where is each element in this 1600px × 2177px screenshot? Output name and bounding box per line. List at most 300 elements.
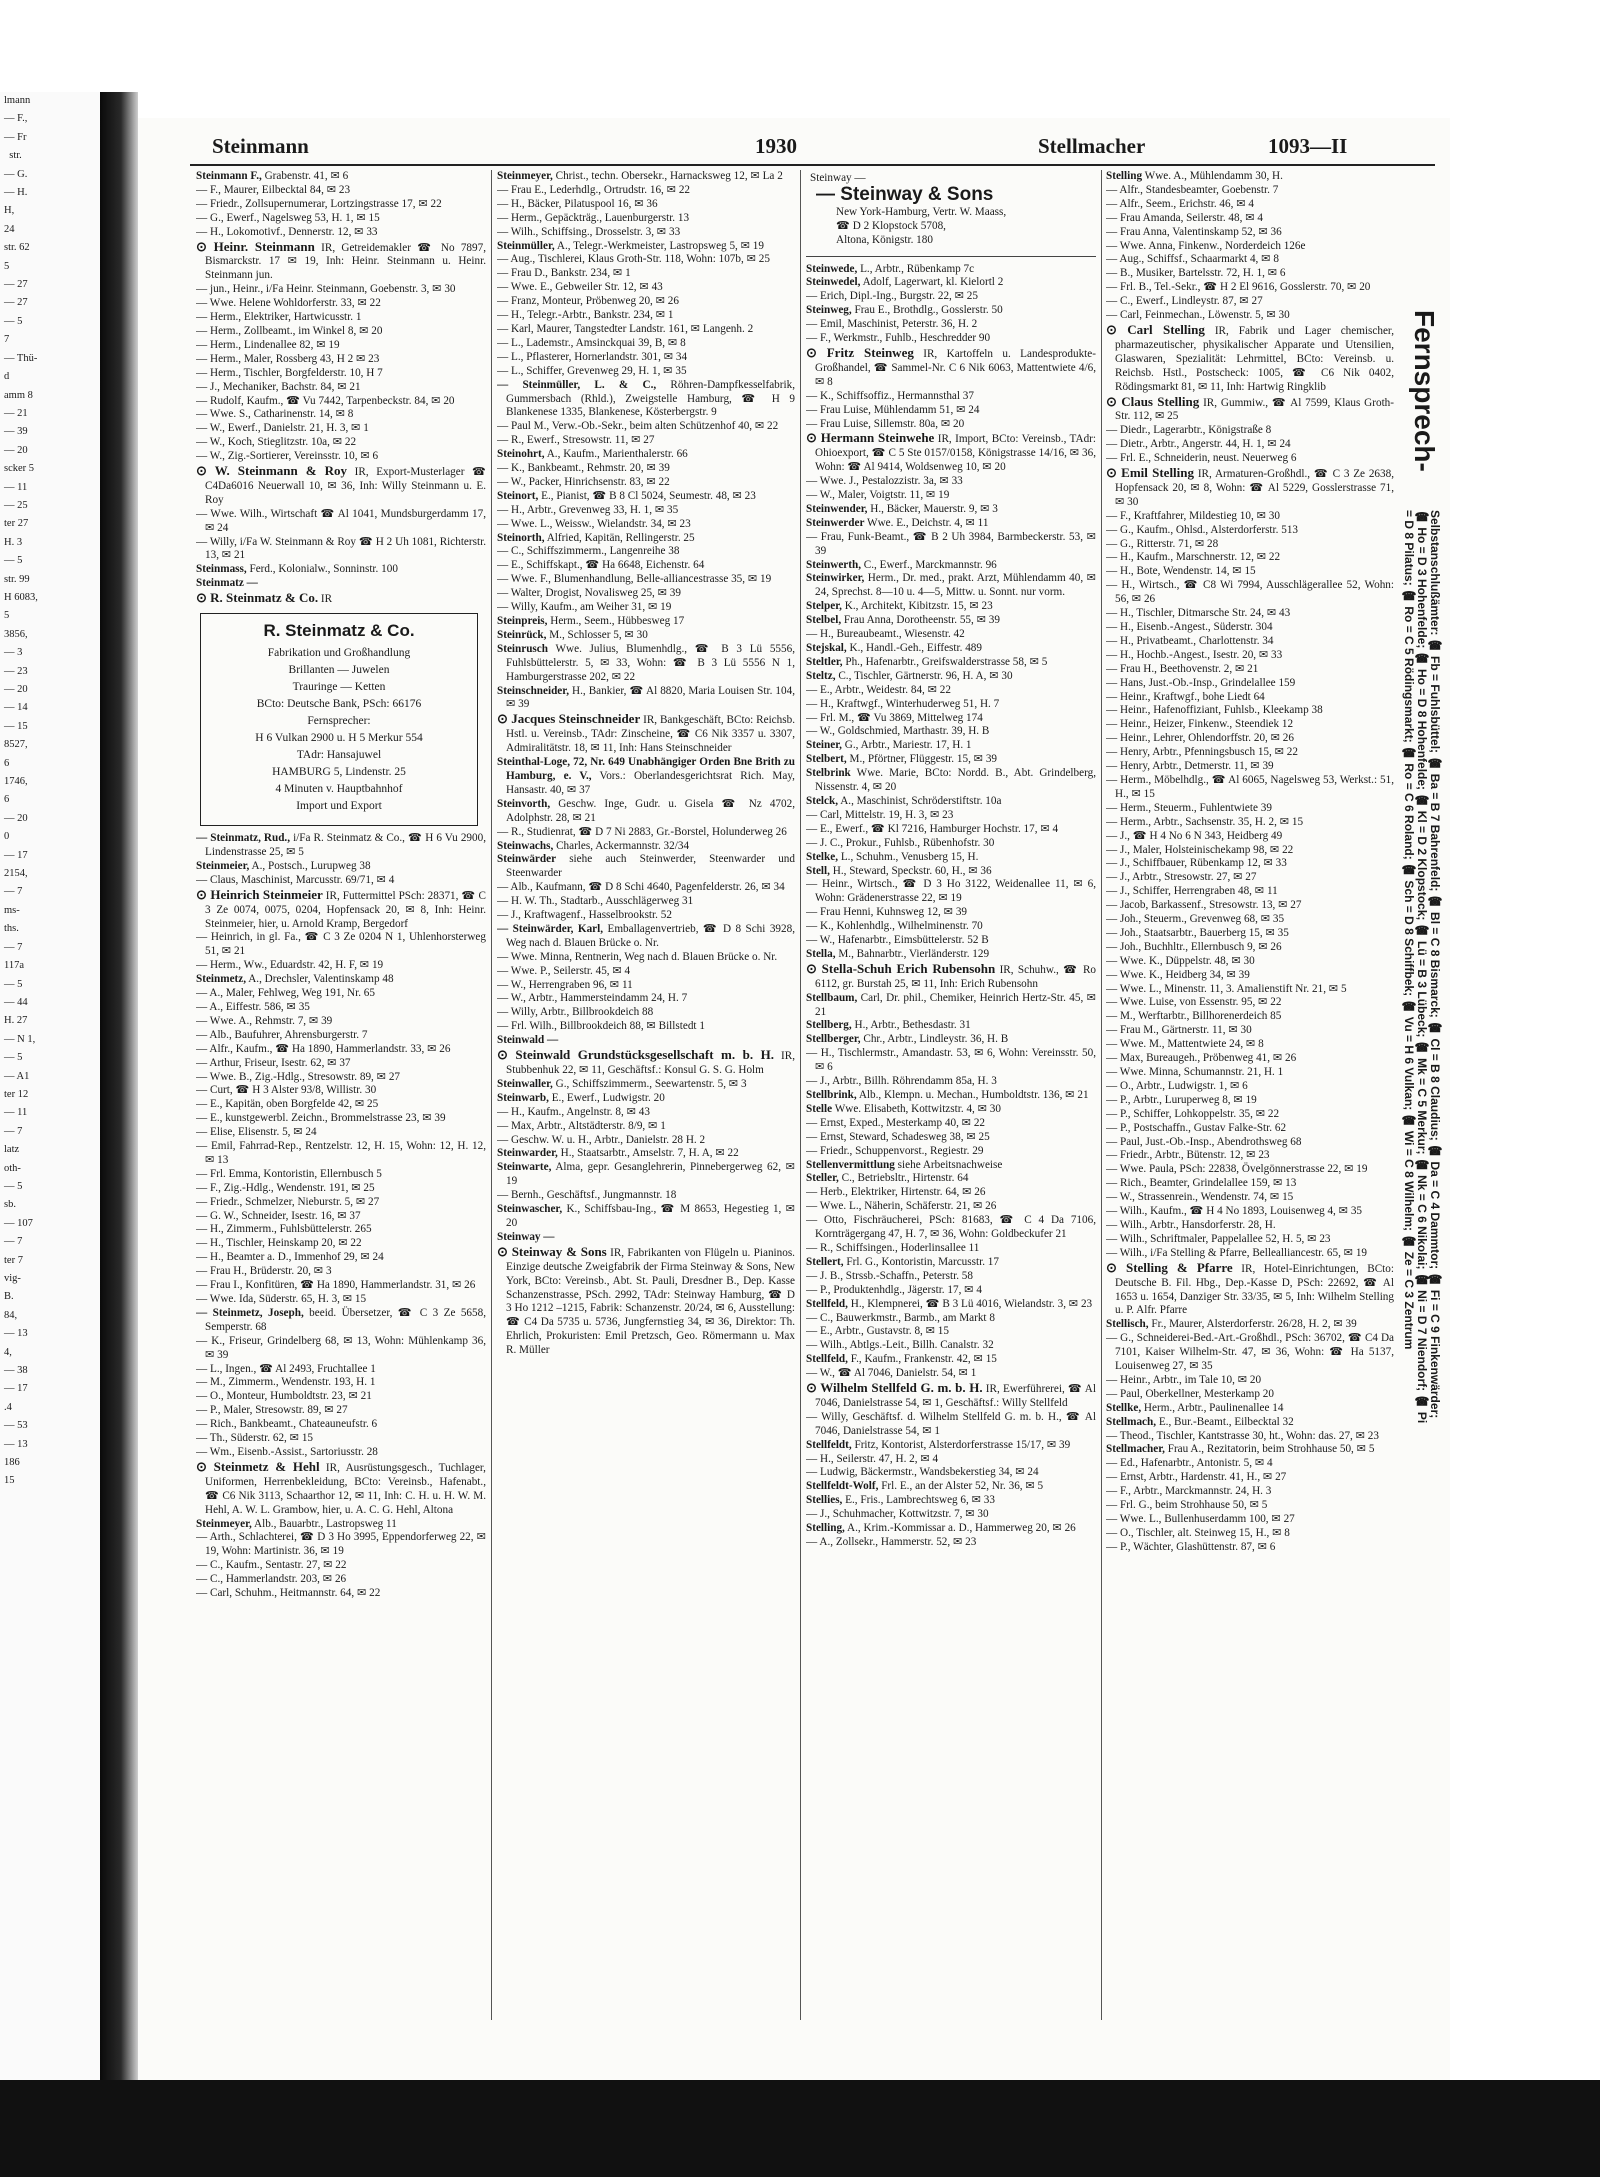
directory-entry: [196, 339, 486, 353]
entry-details: — Emil, Fahrrad-Rep., Rentzelstr. 12, H. 15, Wohn: 12, H. 12, ✉ 13: [196, 1140, 486, 1166]
advertisement-steinway: [806, 170, 1096, 257]
entry-details: — Wilh., Schiffsing., Drosselstr. 3, ✉ 33: [497, 225, 681, 238]
entry-details: — H., Kaufm., Angelnstr. 8, ✉ 43: [497, 1105, 650, 1118]
directory-entry: [806, 1494, 1096, 1508]
directory-entry: [497, 365, 795, 379]
entry-details: — Heinr., Hafenoffiziant, Fuhlsb., Kleekamp 38: [1106, 704, 1323, 717]
directory-entry: [497, 1092, 795, 1106]
entry-details: — Herm., Elektriker, Hartwicusstr. 1: [196, 311, 362, 324]
directory-entry: [1106, 983, 1394, 997]
directory-entry: [497, 462, 795, 476]
entry-details: — Ed., Hafenarbtr., Antonistr. 5, ✉ 4: [1106, 1457, 1273, 1470]
entry-details: — H., Privatbeamt., Charlottenstr. 34: [1106, 634, 1274, 647]
fragment-line: — 25: [4, 499, 28, 511]
directory-entry: [497, 1048, 795, 1078]
entry-name: Steinwirker,: [806, 572, 865, 585]
directory-entry: [1106, 1080, 1394, 1094]
entry-details: K., Schiffsbau-Ing., ☎ M 8653, Hegestieg 1, ✉ 20: [506, 1203, 795, 1229]
entry-details: H., Bankier, ☎ Al 8820, Maria Louisen Str. 104, ✉ 39: [506, 684, 795, 711]
entry-details: — Herm., Ww., Eduardstr. 42, H. F, ✉ 19: [196, 959, 384, 972]
entry-details: E., Ewerf., Ludwigstr. 20: [548, 1091, 665, 1104]
entry-details: IR, Bankgeschäft, BCto: Reichsb. Hstl. u. Vereinsb., TAdr: Zinscheine, ☎ C6 Nik 3357 u. 3307, Admiralitätstr. 18, ✉ 11, Inh: Hans Steinschneider: [506, 714, 795, 755]
entry-details: — F., Kraftfahrer, Mildestieg 10, ✉ 30: [1106, 509, 1280, 522]
directory-entry: [497, 240, 795, 254]
entry-details: — R., Studienrat, ☎ D 7 Ni 2883, Gr.-Borstel, Holunderweg 26: [497, 825, 787, 838]
entry-name: — Steinmetz, Joseph,: [196, 1306, 304, 1319]
header-rule: [190, 164, 1435, 166]
entry-name: Stellfeldt-Wolf,: [806, 1480, 879, 1493]
entry-name: Stellberger,: [806, 1033, 861, 1046]
header-year: 1930: [755, 134, 797, 158]
directory-entry: [1106, 1388, 1394, 1402]
directory-entry: [497, 545, 795, 559]
entry-name: Steinmass,: [196, 563, 247, 576]
fragment-line: — 38: [4, 1365, 28, 1377]
entry-name: Stellke,: [1106, 1401, 1142, 1414]
directory-column-2: [497, 170, 795, 2040]
fragment-line: — A1: [4, 1070, 30, 1082]
entry-details: — W., Ewerf., Danielstr. 21, H. 3, ✉ 1: [196, 422, 369, 435]
directory-entry: [1106, 1527, 1394, 1541]
directory-entry: [196, 464, 486, 508]
directory-entry: [196, 311, 486, 325]
entry-name: Stellfeld,: [806, 1353, 848, 1366]
entry-details: — Dietr., Arbtr., Angerstr. 44, H. 1, ✉ 24: [1106, 438, 1291, 451]
directory-entry: [806, 318, 1096, 332]
directory-entry: [1106, 281, 1394, 295]
entry-details: — Alfr., Kaufm., ☎ Ha 1890, Hammerlandstr. 33, ✉ 26: [196, 1042, 451, 1055]
entry-details: — L., Lademstr., Amsinckquai 39, B, ✉ 8: [497, 336, 686, 349]
entry-name: Steinwärder: [497, 853, 557, 866]
entry-details: — Wwe. Paula, PSch: 22838, Övelgönnerstrasse 22, ✉ 19: [1106, 1163, 1368, 1176]
fragment-line: — 44: [4, 996, 28, 1008]
fragment-line: latz: [4, 1144, 20, 1156]
page-header: [160, 134, 1400, 162]
directory-entry: [1106, 1430, 1394, 1444]
entry-details: A., Postsch., Lurupweg 38: [249, 859, 371, 872]
entry-details: — Wwe. Anna, Finkenw., Norderdeich 126e: [1106, 239, 1306, 252]
entry-details: — P., Postschaffn., Gustav Falke-Str. 62: [1106, 1121, 1287, 1134]
entry-details: IR, Stubbenhuk 22, ✉ 11, Geschäftsf.: Konsul G. S. G. Holm: [506, 1050, 795, 1076]
entry-details: — C., Hammerlandstr. 203, ✉ 26: [196, 1573, 347, 1586]
entry-name: Steinwarb,: [497, 1091, 549, 1104]
entry-details: — Carl, Mittelstr. 19, H. 3, ✉ 23: [806, 808, 954, 821]
directory-entry: [497, 309, 795, 323]
ad-title: — Steinway & Sons: [816, 183, 994, 205]
entry-details: — G. W., Schneider, Isestr. 16, ✉ 37: [196, 1209, 361, 1222]
entry-details: L., Arbtr., Rübenkamp 7c: [857, 262, 975, 275]
entry-name: ⊙ Fritz Steinweg: [806, 344, 914, 360]
entry-details: — Wwe. Luise, von Essenstr. 95, ✉ 22: [1106, 996, 1282, 1009]
entry-details: IR, Export-Musterlager ☎ C4Da6016 Neuerwall 10, ✉ 36, Inh: Willy Steinmann u. E. Roy: [205, 466, 486, 506]
directory-entry: [806, 475, 1096, 489]
entry-details: Vors.: Oberlandesgerichtsrat Rich. May, Hansastr. 40, ✉ 37: [506, 769, 795, 796]
directory-entry: [196, 226, 486, 240]
entry-name: Steinmeyer,: [196, 1517, 252, 1530]
entry-details: IR, Import, BCto: Vereinsb., TAdr: Ohioexport, ☎ C 5 Ste 0157/0158, Königstrasse 14/16, ✉ 36, Wohn: ☎ Al 9414, Woldsenweg 10, ✉ 20: [815, 433, 1096, 474]
directory-entry: [196, 184, 486, 198]
directory-entry: [196, 198, 486, 212]
directory-entry: [806, 684, 1096, 698]
entry-details: — R., Ewerf., Stresowstr. 11, ✉ 27: [497, 434, 655, 447]
entry-details: — C., Kaufm., Sentastr. 27, ✉ 22: [196, 1559, 347, 1572]
entry-details: H., Steward, Speckstr. 60, H., ✉ 36: [829, 864, 992, 877]
entry-name: Stellfeld,: [806, 1297, 848, 1310]
directory-entry: [196, 395, 486, 409]
directory-entry: [1106, 466, 1394, 510]
directory-entry: [196, 450, 486, 464]
entry-details: H., Klempnerei, ☎ B 3 Lü 4016, Wielandstr. 3, ✉ 23: [847, 1297, 1093, 1310]
entry-details: — Frau Amanda, Seilerstr. 48, ✉ 4: [1106, 211, 1263, 224]
entry-details: M., Pförtner, Flüggestr. 15, ✉ 39: [846, 753, 998, 766]
fragment-line: — 23: [4, 665, 28, 677]
entry-details: — J., Arbtr., Stresowstr. 27, ✉ 27: [1106, 871, 1257, 884]
entry-details: siehe Arbeitsnachweise: [894, 1158, 1003, 1171]
fragment-line: ter 7: [4, 1254, 23, 1266]
entry-details: — Heinr., Wirtsch., ☎ D 3 Ho 3122, Weidenallee 11, ✉ 6, Wohn: Grädenerstrasse 22, ✉ 19: [806, 878, 1096, 905]
entry-details: — L., Ingen., ☎ Al 2493, Fruchtallee 1: [196, 1362, 376, 1375]
directory-entry: [497, 351, 795, 365]
directory-entry: [196, 353, 486, 367]
fragment-line: H. 3: [4, 536, 23, 548]
entry-details: — Max, Bureaugeh., Pröbenweg 41, ✉ 26: [1106, 1052, 1297, 1065]
entry-name: Stelle: [806, 1102, 833, 1115]
entry-details: — Herm., Zollbeamt., im Winkel 8, ✉ 20: [196, 324, 383, 337]
directory-entry: [497, 1147, 795, 1161]
ad-prefix: Steinway —: [810, 172, 866, 184]
directory-entry: [196, 959, 486, 973]
entry-name: ⊙ Heinrich Steinmeier: [196, 886, 323, 902]
ad-lines: [207, 645, 471, 815]
entry-details: — Wwe. L., Näherin, Schäferstr. 21, ✉ 26: [806, 1200, 997, 1213]
directory-entry: [497, 184, 795, 198]
directory-entry: [497, 1078, 795, 1092]
entry-details: — Frl. Emma, Kontoristin, Ellernbusch 5: [196, 1167, 382, 1180]
directory-entry: [1106, 704, 1394, 718]
entry-name: Stellert,: [806, 1255, 844, 1268]
entry-name: — Steinmüller, L. & C.,: [497, 378, 657, 391]
directory-entry: [1106, 1261, 1394, 1319]
directory-entry: [196, 325, 486, 339]
directory-entry: [1106, 844, 1394, 858]
entry-name: Stellbrink,: [806, 1089, 857, 1101]
directory-entry: [497, 840, 795, 854]
entry-details: — C., Schiffszimmerm., Langenreihe 38: [497, 545, 680, 558]
directory-entry: [1106, 802, 1394, 816]
entry-details: — Frl. E., Schneiderin, neust. Neuerweg 6: [1106, 452, 1297, 465]
directory-entry: [1106, 1219, 1394, 1233]
entry-details: — Frau I., Konfitüren, ☎ Ha 1890, Hammerlandstr. 31, ✉ 26: [196, 1279, 476, 1292]
entry-details: — Th., Süderstr. 62, ✉ 15: [196, 1432, 314, 1445]
directory-entry: [806, 1270, 1096, 1284]
directory-entry: [497, 518, 795, 532]
directory-entry: [1106, 524, 1394, 538]
directory-entry: [497, 420, 795, 434]
directory-entry: [1106, 1149, 1394, 1163]
entry-details: — E., Ewerf., ☎ Kl 7216, Hamburger Hochstr. 17, ✉ 4: [806, 822, 1059, 835]
entry-details: Fr., Maurer, Alsterdorferstr. 26/28, H. 2, ✉ 39: [1148, 1318, 1357, 1331]
entry-details: IR, Ausrüstungsgesch., Tuchlager, Uniformen, Herrenbekleidung, BCto: Vereinsb., Hafenabt., ☎ C6 Nik 3113, Schaarthor 12, ✉ 11, Inh: C. H. u. H. W. M. Hehl, A. W. L. Grambow, hier, u. A. C. G. Hehl, Altona: [205, 1461, 486, 1516]
entry-details: — W., Maler, Voigtstr. 11, ✉ 19: [806, 489, 950, 502]
directory-entry: [806, 1200, 1096, 1214]
directory-entry: [806, 1325, 1096, 1339]
entry-details: IR, Ewerführerei, ☎ Al 7046, Danielstrasse 54, ✉ 1, Geschäftsf.: Willy Stellfeld: [815, 1383, 1096, 1409]
directory-entry: [1106, 551, 1394, 565]
fragment-line: — 13: [4, 1438, 28, 1450]
fragment-line: H,: [4, 205, 15, 217]
entry-details: F., Kaufm., Frankenstr. 42, ✉ 15: [847, 1353, 997, 1366]
ad-line: Import und Export: [296, 800, 382, 813]
entry-details: — J., Arbtr., Billh. Röhrendamm 85a, H. 3: [806, 1075, 997, 1088]
directory-column-1: [196, 170, 486, 2040]
scan-margin-right: [1450, 40, 1600, 2080]
directory-entry: [497, 992, 795, 1006]
entry-details: — Herm., Tischler, Borgfelderstr. 10, H 7: [196, 366, 383, 379]
fragment-line: 6: [4, 757, 10, 769]
directory-entry: [497, 1134, 795, 1148]
entry-details: — H., Wirtsch., ☎ C8 Wi 7994, Ausschlägerallee 52, Wohn: 56, ✉ 26: [1106, 579, 1394, 606]
entry-details: — M., Zimmerm., Wendenstr. 193, H. 1: [196, 1376, 376, 1389]
entry-name: Stelck,: [806, 794, 839, 807]
entry-name: Steltz,: [806, 669, 836, 682]
directory-entry: [196, 1043, 486, 1057]
entry-details: IR, Hotel-Einrichtungen, BCto: Deutsche B. Fil. Hbg., Dep.-Kasse D, PSch: 22692, ☎ Al 1653 u. 1654, Danziger Str. 33/35, ✉ 5, Inh: Wilhelm Stelling u. P. Alfr. Pfarre: [1115, 1262, 1394, 1317]
entry-name: Steinpreis,: [497, 615, 548, 627]
directory-entry: [1106, 1457, 1394, 1471]
directory-entry: [497, 615, 795, 629]
directory-entry: [497, 881, 795, 895]
directory-entry: [1106, 1094, 1394, 1108]
entry-details: K., Architekt, Kibitzstr. 15, ✉ 23: [841, 600, 993, 613]
ad-line: Fabrikation und Großhandlung: [267, 647, 411, 660]
directory-entry: [196, 1432, 486, 1446]
fragment-line: — Thü-: [4, 352, 38, 364]
entry-details: — H., Arbtr., Grevenweg 33, H. 1, ✉ 35: [497, 503, 679, 516]
entry-name: — Steinmatz, Rud.,: [196, 832, 291, 845]
entry-name: Steinmeier,: [196, 859, 250, 872]
directory-entry: [806, 1522, 1096, 1536]
entry-details: — Wwe. L., Minenstr. 11, 3. Amalienstift Nr. 21, ✉ 5: [1106, 982, 1347, 995]
entry-details: Wwe. E., Deichstr. 4, ✉ 11: [864, 516, 989, 529]
entry-details: — R., Schiffsingen., Hoderlinsallee 11: [806, 1241, 980, 1254]
fragment-line: — 20: [4, 812, 28, 824]
directory-entry: [1106, 184, 1394, 198]
directory-entry: [196, 973, 486, 987]
entry-details: C., Ewerf., Marckmannstr. 96: [861, 558, 997, 571]
entry-details: Grabenstr. 41, ✉ 6: [261, 170, 349, 182]
directory-entry: [497, 1034, 795, 1048]
directory-entry: [1106, 1038, 1394, 1052]
fragment-line: — 17: [4, 1383, 28, 1395]
fragment-line: str. 99: [4, 573, 30, 585]
entry-details: Wwe. Elisabeth, Kottwitzstr. 4, ✉ 30: [832, 1102, 1001, 1115]
entry-details: Wwe. Marie, BCto: Nordd. B., Abt. Grindelberg, Nissenstr. 4, ✉ 20: [815, 767, 1096, 794]
fragment-line: — 17: [4, 849, 28, 861]
directory-entry: [196, 297, 486, 311]
entry-details: IR, Fabrik und Lager chemischer, pharmazeutischer, physikalischer Apparate und Utensilien, Glaswaren, Spezialität: Lehrmittel, BCto: Vereinsb. u. Reichsb. Hstl., Postscheck: 1005, ☎ C6 Nik 0402, Rödingsmarkt 81, ✉ 11, Inh: Hartwig Ringklib: [1115, 324, 1394, 393]
directory-entry: [196, 860, 486, 874]
entry-details: — Wwe. B., Zig.-Hdlg., Stresowstr. 89, ✉ 27: [196, 1070, 401, 1083]
directory-entry: [1106, 677, 1394, 691]
entry-details: — Wilh., Arbtr., Hansdorferstr. 28, H.: [1106, 1218, 1276, 1231]
entry-details: — Frau Anna, Valentinskamp 52, ✉ 36: [1106, 225, 1282, 238]
entry-details: — J., Schiffbauer, Rübenkamp 12, ✉ 33: [1106, 857, 1287, 870]
entry-details: — W., Arbtr., Hammersteindamm 24, H. 7: [497, 992, 688, 1005]
ad-line: HAMBURG 5, Lindenstr. 25: [272, 766, 406, 779]
entry-details: — Wilh., Abtlgs.-Leit., Billh. Canalstr. 32: [806, 1339, 994, 1352]
directory-entry: [497, 253, 795, 267]
entry-details: — Karl, Maurer, Tangstedter Landstr. 161, ✉ Langenh. 2: [497, 322, 754, 335]
directory-entry: [1106, 452, 1394, 466]
directory-entry: [806, 712, 1096, 726]
entry-details: — Willy, Geschäftsf. d. Wilhelm Stellfeld G. m. b. H., ☎ Al 7046, Danielstrasse 54, ✉ 1: [806, 1410, 1096, 1437]
entry-details: A., Telegr.-Werkmeister, Lastropsweg 5, ✉ 19: [554, 239, 764, 252]
entry-details: — P., Produktenhdlg., Jägerstr. 17, ✉ 4: [806, 1283, 982, 1296]
entry-name: ⊙ R. Steinmatz & Co.: [196, 590, 319, 606]
directory-entry: [806, 559, 1096, 573]
entry-details: — O., Tischler, alt. Steinweg 15, H., ✉ 8: [1106, 1526, 1290, 1539]
directory-entry: [497, 1245, 795, 1358]
entry-name: Steinwarte,: [497, 1161, 552, 1174]
entry-details: — W., Hafenarbtr., Eimsbüttelerstr. 52 B: [806, 934, 989, 947]
directory-entry: [1106, 635, 1394, 649]
directory-entry: [196, 1363, 486, 1377]
entry-details: E., Fris., Lambrechtsweg 6, ✉ 33: [842, 1494, 995, 1507]
directory-entry: [196, 422, 486, 436]
entry-details: Röhren-Dampfkesselfabrik, Gummersbach (Rhld.), Zweigstelle Hamburg, ☎ H 9 Blankenese 1335, Blankenese, Kösterbergstr. 9: [506, 378, 795, 419]
directory-entry: [196, 283, 486, 297]
ad-line: H 6 Vulkan 2900 u. H 5 Merkur 554: [255, 732, 423, 745]
fragment-line: 84,: [4, 1309, 18, 1321]
entry-details: — Elise, Elisenstr. 5, ✉ 24: [196, 1126, 317, 1139]
fragment-line: str. 62: [4, 242, 30, 254]
entry-details: — Herm., Arbtr., Sachsenstr. 35, H. 2, ✉ 15: [1106, 815, 1304, 828]
fragment-line: vig-: [4, 1273, 21, 1284]
directory-entry: [1106, 267, 1394, 281]
entry-details: — W., Koch, Stieglitzstr. 10a, ✉ 22: [196, 436, 357, 449]
directory-entry: [196, 1446, 486, 1460]
directory-entry: [196, 577, 486, 591]
fragment-line: 4,: [4, 1346, 12, 1358]
directory-entry: [196, 874, 486, 888]
entry-details: — Wwe. Wilh., Wirtschaft ☎ Al 1041, Mundsburgerdamm 17, ✉ 24: [196, 507, 486, 534]
directory-entry: [196, 1098, 486, 1112]
entry-details: — Claus, Maschinist, Marcusstr. 69/71, ✉ 4: [196, 873, 395, 886]
entry-details: — Joh., Buchhltr., Ellernbusch 9, ✉ 26: [1106, 940, 1282, 953]
entry-details: — Heinrich, in gl. Fa., ☎ C 3 Ze 0204 N 1, Uhlenhorsterweg 51, ✉ 21: [196, 931, 486, 958]
directory-entry: [196, 1265, 486, 1279]
directory-entry: [497, 629, 795, 643]
entry-details: — H., Bureaubeamt., Wiesenstr. 42: [806, 628, 965, 641]
fragment-line: — 7: [4, 1236, 23, 1248]
directory-entry: [1106, 1485, 1394, 1499]
entry-details: — F., Werkmstr., Fuhlb., Heschredder 90: [806, 332, 991, 345]
directory-entry: [1106, 1205, 1394, 1219]
entry-details: — Joh., Steuerm., Grevenweg 68, ✉ 35: [1106, 913, 1285, 926]
entry-details: — Heinr., Lehrer, Ohlendorffstr. 20, ✉ 26: [1106, 732, 1294, 745]
entry-details: — Wwe. K., Düppelstr. 48, ✉ 30: [1106, 954, 1255, 967]
directory-entry: [1106, 1247, 1394, 1261]
directory-entry: [497, 1006, 795, 1020]
entry-details: — J., Kraftwagenf., Hasselbrookstr. 52: [497, 909, 672, 922]
directory-entry: [196, 1168, 486, 1182]
entry-details: — Herm., Gepäckträg., Lauenburgerstr. 13: [497, 211, 690, 224]
entry-details: — Emil, Maschinist, Peterstr. 36, H. 2: [806, 318, 978, 331]
entry-details: — Herb., Elektriker, Hirtenstr. 64, ✉ 26: [806, 1186, 986, 1199]
entry-name: ⊙ Stella-Schuh Erich Rubensohn: [806, 960, 996, 976]
entry-details: — Aug., Schiffsf., Schaarmarkt 4, ✉ 8: [1106, 253, 1279, 266]
entry-name: Steinohrt,: [497, 448, 545, 461]
directory-entry: [1106, 170, 1394, 184]
entry-details: — Alb., Baufuhrer, Ahrensburgerstr. 7: [196, 1028, 368, 1041]
directory-entry: [497, 951, 795, 965]
entry-details: — Wwe. S., Catharinenstr. 14, ✉ 8: [196, 408, 354, 421]
ad-line: Brillanten — Juwelen: [288, 664, 390, 677]
entry-details: — F., Maurer, Eilbecktal 84, ✉ 23: [196, 183, 351, 196]
directory-entry: [196, 1210, 486, 1224]
entry-details: — L., Schiffer, Grevenweg 29, H. 1, ✉ 35: [497, 364, 687, 377]
entry-details: — H., Kaufm., Marschnerstr. 12, ✉ 22: [1106, 551, 1281, 564]
entry-details: — Rich., Beamter, Grindelallee 159, ✉ 13: [1106, 1177, 1297, 1190]
entry-details: — J., ☎ H 4 No 6 N 343, Heidberg 49: [1106, 829, 1283, 842]
directory-entry: [806, 1284, 1096, 1298]
fragment-line: str.: [4, 150, 22, 162]
directory-entry: [196, 212, 486, 226]
entry-details: — K., Schiffsoffiz., Hermannsthal 37: [806, 389, 974, 402]
directory-entry: [497, 476, 795, 490]
directory-entry: [1106, 240, 1394, 254]
entry-details: — Ernst, Exped., Mesterkamp 40, ✉ 22: [806, 1116, 986, 1129]
entry-details: — G., Ritterstr. 71, ✉ 28: [1106, 537, 1219, 550]
directory-entry: [1106, 198, 1394, 212]
directory-entry: [1106, 1163, 1394, 1177]
entry-details: — Paul M., Verw.-Ob.-Sekr., beim alten Schützenhof 40, ✉ 22: [497, 420, 779, 433]
directory-entry: [497, 1020, 795, 1034]
directory-entry: [1106, 649, 1394, 663]
entry-details: — Otto, Fischräucherei, PSch: 81683, ☎ C 4 Da 7106, Kornträgergang 47, H. 7, ✉ 36, Wohn: Goldbeckufer 21: [806, 1214, 1096, 1241]
directory-entry: [196, 1001, 486, 1015]
telephone-exchange-banner: [1402, 310, 1442, 1440]
directory-entry: [1106, 1374, 1394, 1388]
directory-entry: [806, 1453, 1096, 1467]
entry-details: Ph., Hafenarbtr., Greifswalderstrasse 58, ✉ 5: [842, 655, 1048, 668]
entry-details: M., Schlosser 5, ✉ 30: [546, 628, 648, 641]
directory-entry: [806, 725, 1096, 739]
directory-entry: [497, 212, 795, 226]
entry-details: — H., Seilerstr. 47, H. 2, ✉ 4: [806, 1452, 939, 1465]
directory-entry: [497, 798, 795, 826]
directory-entry: [196, 931, 486, 959]
directory-entry: [1106, 857, 1394, 871]
entry-details: — H., Zimmerm., Fuhlsbüttelerstr. 265: [196, 1223, 372, 1236]
fragment-line: .4: [4, 1401, 12, 1413]
entry-details: Frau Anna, Dorotheenstr. 55, ✉ 39: [841, 614, 1000, 627]
entry-name: Steinweg,: [806, 304, 852, 317]
directory-entry: [1106, 309, 1394, 323]
entry-name: Stejskal,: [806, 642, 847, 654]
entry-name: Stellberg,: [806, 1019, 852, 1032]
directory-entry: [196, 1418, 486, 1432]
directory-entry: [806, 642, 1096, 656]
directory-entry: [1106, 538, 1394, 552]
directory-entry: [196, 1587, 486, 1601]
directory-entry: [806, 1367, 1096, 1381]
entry-details: — Carl, Schuhm., Heitmannstr. 64, ✉ 22: [196, 1587, 381, 1600]
entry-name: Steinwald —: [497, 1034, 559, 1047]
fragment-line: — Fr: [4, 131, 27, 143]
fragment-line: — 3: [4, 647, 23, 659]
entry-name: ⊙ W. Steinmann & Roy: [196, 463, 348, 479]
